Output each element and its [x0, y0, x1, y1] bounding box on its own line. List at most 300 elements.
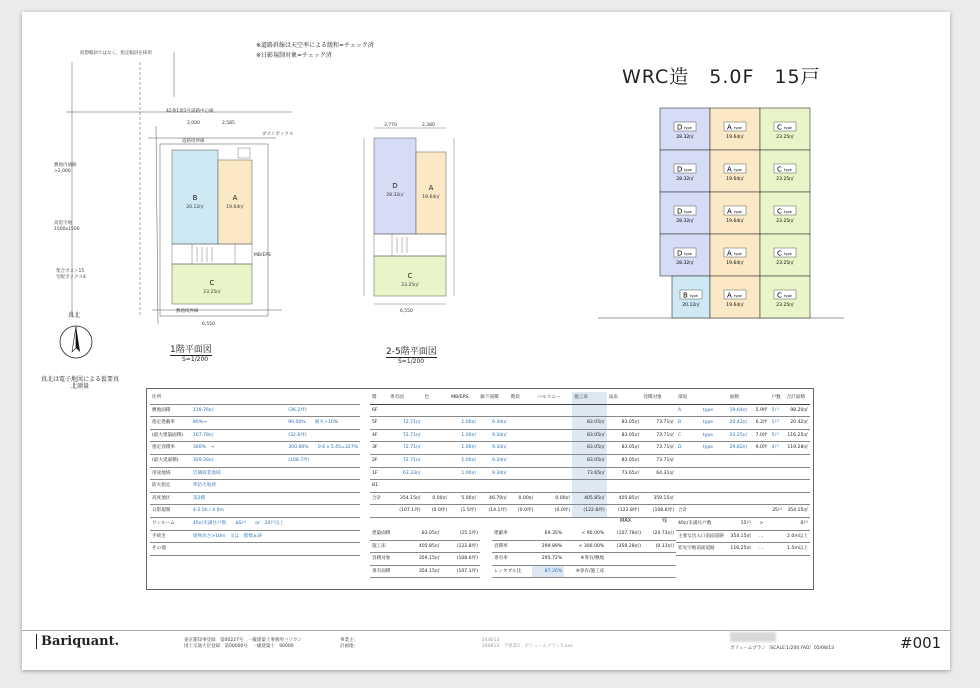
unit-type-suffix: type: [684, 210, 692, 214]
document-sheet: [22, 12, 950, 670]
table-row: [370, 404, 676, 417]
table-cell: [701, 492, 728, 505]
table-cell: (24.73㎡): [643, 528, 676, 540]
unit-area-label: 19.64㎡: [726, 177, 744, 182]
table-cell: 72.71㎡: [388, 442, 423, 455]
unit-type-label: A: [428, 184, 434, 192]
table-cell: [449, 404, 478, 417]
table-cell: 19.64㎡: [728, 404, 753, 417]
table-cell: 83.05㎡: [572, 429, 607, 442]
table-row: [492, 540, 676, 553]
row-label: 用途地域: [150, 467, 191, 480]
table-cell: 施工床: [370, 540, 404, 553]
table-cell: [423, 417, 450, 430]
table-cell: 299.89%: [532, 540, 564, 553]
table-cell: 73.71㎡: [641, 454, 676, 467]
table-row: [150, 543, 360, 556]
unit-type-suffix: type: [734, 294, 742, 298]
table-cell: 6F: [370, 404, 388, 417]
table-cell: 405.85㎡: [404, 540, 441, 553]
dimension-text: 6,550: [202, 322, 215, 327]
table-cell: [509, 442, 536, 455]
column-header: 階: [370, 392, 388, 404]
floor-area-table: [370, 392, 676, 518]
table-cell: [478, 480, 509, 493]
annotation-text: 高窓空地: [54, 221, 72, 226]
table-cell: 72.71㎡: [388, 429, 423, 442]
table-cell: [509, 480, 536, 493]
table-header-row: [370, 392, 676, 404]
table-cell: 72.71㎡: [388, 454, 423, 467]
unit-type-suffix: type: [784, 252, 792, 256]
table-cell: 9.0坪: [753, 442, 769, 455]
table-row: [370, 467, 676, 480]
table-cell: 29.82㎡: [728, 442, 753, 455]
table-cell: [701, 467, 728, 480]
table-row: [676, 429, 810, 442]
table-cell: D: [676, 442, 701, 455]
table-cell: (122.8坪): [572, 505, 607, 518]
table-cell: レンタブル比: [492, 565, 532, 578]
table-cell: 354.15㎡: [404, 565, 441, 578]
table-cell: (25.1坪): [441, 528, 480, 540]
unit-type-label: D: [677, 123, 683, 132]
table-cell: 119.28㎡: [784, 442, 810, 455]
table-cell: 9.34㎡: [478, 417, 509, 430]
table-cell: [535, 429, 572, 442]
unit-type-label: D: [392, 182, 398, 190]
table-cell: [423, 442, 450, 455]
table-cell: 専有面積: [370, 565, 404, 578]
company-logo: Bariquant.: [36, 634, 119, 649]
unit-type-label: B: [192, 194, 198, 202]
unit-area-label: 23.25㎡: [776, 219, 794, 224]
table-cell: [770, 454, 785, 467]
unit-area-label: 19.64㎡: [726, 303, 744, 308]
row-label: (最大建築面積): [150, 429, 191, 442]
table-cell: 359.15㎡: [641, 492, 676, 505]
table-cell: …: [753, 543, 769, 556]
table-cell: [606, 565, 643, 578]
table-cell: 5戸: [770, 404, 785, 417]
table-row: [370, 528, 480, 540]
row-label: 窓先空地前面道路: [676, 543, 728, 556]
unit-area-label: 20.12㎡: [682, 303, 700, 308]
table-row: [370, 417, 676, 430]
row-value: 80%→: [191, 417, 286, 430]
table-cell: C: [676, 429, 701, 442]
table-cell: 0.00㎡: [423, 492, 450, 505]
table-row: [370, 492, 676, 505]
table-cell: 83.05㎡: [404, 528, 441, 540]
unit-area-label: 28.32㎡: [676, 261, 694, 266]
compass-label: 真北: [68, 312, 81, 319]
table-cell: 69.35%: [532, 528, 564, 540]
note-line-1: ※道路斜線は天空率による緩和=チェック済: [256, 42, 374, 49]
table-cell: 354.15㎡: [728, 530, 753, 543]
table-row-empty: [676, 492, 810, 505]
unit-area-label: 23.25㎡: [776, 177, 794, 182]
table-cell: 0.00㎡: [535, 492, 572, 505]
table-cell: 64.31㎡: [641, 467, 676, 480]
table-cell: (0.13㎡): [643, 540, 676, 553]
table-cell: 20.42㎡: [784, 417, 810, 430]
remaining-label: 残: [662, 518, 668, 524]
table-cell: [606, 553, 643, 566]
unit-type-label: A: [727, 165, 732, 174]
table-cell: 5戸: [770, 429, 785, 442]
table-cell: 87.26%: [532, 565, 564, 578]
unit-type-label: C: [777, 165, 782, 174]
table-cell: [770, 480, 785, 493]
table-cell: 83.05㎡: [572, 417, 607, 430]
table-row: [492, 553, 676, 566]
table-cell: (1.5坪): [449, 505, 478, 518]
date-line-1: 24/8/13: [482, 638, 500, 643]
unit-area-label: 28.32㎡: [676, 177, 694, 182]
table-cell: 83.05㎡: [607, 454, 642, 467]
row-note: (32.6坪): [286, 429, 360, 442]
table-row: [150, 429, 360, 442]
table-total-row: [676, 505, 810, 518]
elevation-grid: [660, 108, 810, 318]
table-cell: 0.00㎡: [509, 492, 536, 505]
table-row: [492, 565, 676, 578]
table-cell: 405.85㎡: [607, 492, 642, 505]
table-cell: [728, 480, 753, 493]
unit-a-room: [416, 152, 446, 234]
north-arrow-icon: [58, 324, 94, 360]
table-cell: 405.85㎡: [572, 492, 607, 505]
table-cell: [509, 429, 536, 442]
table-row: [370, 429, 676, 442]
row-label: 主要な出入口前面道路: [676, 530, 728, 543]
unit-area-label: 19.64㎡: [226, 205, 244, 210]
table-cell: [572, 404, 607, 417]
row-value: 4-2.5h / 4.0m: [191, 505, 286, 518]
annotation-text: 道路境界線: [182, 139, 205, 144]
table-cell: 合計: [370, 492, 388, 505]
table-cell: 1.00㎡: [449, 417, 478, 430]
table-cell: [676, 454, 701, 467]
unit-type-label: D: [677, 207, 683, 216]
table-row-empty: [676, 467, 810, 480]
row-label: 住所: [150, 392, 191, 404]
column-header: 部屋: [676, 392, 701, 404]
table-cell: B1: [370, 480, 388, 493]
unit-area-label: 23.25㎡: [203, 290, 221, 295]
table-cell: 15戸: [728, 517, 753, 530]
table-cell: 73.71㎡: [641, 442, 676, 455]
table-cell: < 90.00%: [564, 528, 606, 540]
table-row: [150, 404, 360, 417]
table-row: [370, 442, 676, 455]
drawing-info: ボリュームプラン〔SCALE:1/200 FAD〕05/08/13: [730, 646, 835, 651]
row-value: 359.28㎡: [191, 454, 286, 467]
table-cell: (108.6坪): [441, 553, 480, 566]
table-cell: [728, 492, 753, 505]
unit-type-suffix: type: [734, 168, 742, 172]
table-cell: 6戸: [770, 517, 810, 530]
row-value: 119.76㎡: [191, 404, 286, 417]
registration-line-2: 国土交通大臣登録 第00000号 一級建築士 00000: [184, 644, 294, 649]
table-row: [150, 442, 360, 455]
table-cell: [753, 480, 769, 493]
table-cell: [423, 480, 450, 493]
table-cell: 4F: [370, 429, 388, 442]
row-label: (最大延面積): [150, 454, 191, 467]
unit-type-suffix: type: [734, 252, 742, 256]
table-row: [676, 442, 810, 455]
table-cell: (359.28㎡): [606, 540, 643, 553]
unit-area-label: 23.25㎡: [776, 135, 794, 140]
table-cell: [676, 467, 701, 480]
plan1-title: 1階平面図: [170, 342, 212, 356]
table-cell: [770, 467, 785, 480]
table-cell: 5F: [370, 417, 388, 430]
table-row-empty: [676, 480, 810, 493]
annotation-text: 宅配ボックス4: [56, 275, 86, 280]
table-cell: 9.34㎡: [478, 467, 509, 480]
table-cell: 専有率: [492, 553, 532, 566]
table-cell: 容積対象: [370, 553, 404, 566]
column-header: 合計面積: [784, 392, 810, 404]
table-cell: [572, 480, 607, 493]
table-row: [150, 392, 360, 404]
table-row: [370, 505, 676, 518]
row-value: 300% →: [191, 442, 286, 455]
summary-left-table: [370, 528, 480, 578]
annotation-text: 敷地境界線: [176, 309, 199, 314]
table-cell: [607, 480, 642, 493]
plan2-title: 2-5階平面図: [386, 344, 437, 358]
table-cell: [388, 480, 423, 493]
table-cell: 46.70㎡: [478, 492, 509, 505]
unit-type-label: C: [777, 249, 782, 258]
unit-area-label: 28.32㎡: [676, 219, 694, 224]
row-value: 107.78㎡: [191, 429, 286, 442]
unit-a-room: [218, 160, 252, 244]
dimension-text: 3,770: [384, 123, 397, 128]
unit-type-label: D: [677, 249, 683, 258]
column-header: 容積対象: [641, 392, 676, 404]
redacted-block: [730, 632, 776, 642]
dimension-text: 6,550: [400, 309, 413, 314]
annotation-text: 1500x1500: [54, 227, 80, 232]
column-header: 階段: [509, 392, 536, 404]
table-cell: [509, 404, 536, 417]
unit-type-label: D: [677, 165, 683, 174]
table-cell: 83.05㎡: [607, 417, 642, 430]
table-cell: 9.34㎡: [478, 429, 509, 442]
registration-line-1: 東京都知事登録 第00227号 一級建築士事務所バリカン: [184, 638, 302, 643]
plan2-scale: S=1/200: [398, 358, 425, 365]
row-note: [286, 517, 360, 530]
unit-area-label: 19.64㎡: [726, 135, 744, 140]
table-cell: (14.1坪): [478, 505, 509, 518]
row-value: 近隣商業地域: [191, 467, 286, 480]
table-cell: 116.25㎡: [728, 543, 753, 556]
row-label: 40㎡未満住戸数: [676, 517, 728, 530]
unit-type-suffix: type: [784, 168, 792, 172]
table-cell: [641, 480, 676, 493]
unit-area-label: 28.32㎡: [386, 193, 404, 198]
footer-divider: [22, 630, 950, 631]
unit-area-label: 23.25㎡: [401, 283, 419, 288]
table-row: [676, 530, 810, 543]
floor-plan-1f: [52, 42, 302, 332]
row-label: ワンルーム: [150, 517, 191, 530]
row-label: 防火指定: [150, 480, 191, 493]
table-cell: 1.00㎡: [449, 454, 478, 467]
table-cell: 116.25㎡: [784, 429, 810, 442]
row-label: 敷地面積: [150, 404, 191, 417]
table-cell: [641, 404, 676, 417]
dimension-text: 2,000: [187, 121, 200, 126]
table-cell: [753, 492, 769, 505]
table-row: [150, 530, 360, 543]
unit-area-label: 19.64㎡: [726, 219, 744, 224]
table-cell: [784, 467, 810, 480]
table-cell: >: [753, 517, 769, 530]
unit-type-label: A: [727, 123, 732, 132]
table-cell: 98.20㎡: [784, 404, 810, 417]
table-cell: 9.34㎡: [478, 454, 509, 467]
table-cell: [728, 454, 753, 467]
column-header: MB/EPS: [449, 392, 478, 404]
table-cell: [676, 492, 701, 505]
column-header: 専有面: [388, 392, 423, 404]
table-cell: ※専有/施工床: [564, 565, 606, 578]
row-value: 第2種: [191, 492, 286, 505]
table-cell: (0.0坪): [535, 505, 572, 518]
row-note: [286, 480, 360, 493]
table-cell: [509, 454, 536, 467]
table-row: [150, 467, 360, 480]
table-cell: [423, 467, 450, 480]
table-cell: [535, 442, 572, 455]
table-cell: 295.72%: [532, 553, 564, 566]
table-cell: 83.05㎡: [607, 429, 642, 442]
compass-note: 真北は電子地図による仮要真北測量: [40, 376, 119, 390]
row-label: 指定容積率: [150, 442, 191, 455]
annotation-text: 仮想幅員ではなく、指定幅員を採用: [80, 51, 152, 56]
table-cell: 1.00㎡: [449, 442, 478, 455]
row-label: 手続き: [150, 530, 191, 543]
annotation-text: 敷地内通路: [54, 163, 77, 168]
table-cell: 1F: [370, 467, 388, 480]
table-cell: [643, 565, 676, 578]
table-cell: [535, 417, 572, 430]
unit-area-label: 19.64㎡: [422, 195, 440, 200]
annotation-text: MB/EPS: [254, 253, 271, 258]
max-label: MAX: [620, 518, 632, 524]
table-cell: 83.05㎡: [607, 442, 642, 455]
table-cell: [753, 454, 769, 467]
table-row: [150, 480, 360, 493]
table-cell: 83.05㎡: [572, 454, 607, 467]
annotation-text: ダストボックス: [262, 132, 294, 137]
table-cell: (108.6坪): [641, 505, 676, 518]
annotation-text: >2,000: [54, 169, 71, 174]
table-row: [370, 480, 676, 493]
table-row: [676, 417, 810, 430]
table-cell: [607, 404, 642, 417]
table-cell: (0.0坪): [423, 505, 450, 518]
table-cell: 83.05㎡: [572, 442, 607, 455]
sheet-number: #001: [900, 634, 942, 652]
row-note: [286, 505, 360, 518]
table-cell: (122.8坪): [441, 540, 480, 553]
unit-area-label: 20.12㎡: [186, 205, 204, 210]
table-cell: < 300.00%: [564, 540, 606, 553]
table-cell: …: [753, 530, 769, 543]
unit-type-suffix: type: [684, 168, 692, 172]
table-cell: [784, 480, 810, 493]
table-row: [150, 417, 360, 430]
client-field-label: 事業主:: [340, 638, 356, 643]
table-cell: 20.42㎡: [728, 417, 753, 430]
unit-type-suffix: type: [784, 210, 792, 214]
column-header: 法床: [607, 392, 642, 404]
table-row: [370, 553, 480, 566]
floor-plan-2-5f: [350, 118, 460, 318]
row-value: 準防火地域: [191, 480, 286, 493]
unit-area-label: 23.25㎡: [776, 261, 794, 266]
row-note: (108.7坪): [286, 454, 360, 467]
table-cell: 5.9坪: [753, 404, 769, 417]
table-cell: (122.8坪): [607, 505, 642, 518]
table-cell: [509, 467, 536, 480]
table-cell: [676, 480, 701, 493]
table-cell: (107.1坪): [441, 565, 480, 578]
table-cell: [509, 417, 536, 430]
row-value: [191, 543, 286, 556]
table-cell: A: [676, 404, 701, 417]
row-note: 90.00% 耐火+10%: [286, 417, 360, 430]
table-cell: [701, 480, 728, 493]
unit-area-label: 23.25㎡: [776, 303, 794, 308]
table-row: [676, 404, 810, 417]
table-cell: [728, 467, 753, 480]
table-cell: type: [701, 429, 728, 442]
table-cell: [423, 454, 450, 467]
column-header: 廊下面積: [478, 392, 509, 404]
table-cell: 73.71㎡: [641, 417, 676, 430]
table-cell: 9.34㎡: [478, 442, 509, 455]
total-label: 合計: [676, 505, 770, 518]
row-note: [286, 492, 360, 505]
unit-type-label: C: [407, 272, 413, 280]
table-cell: [388, 404, 423, 417]
page-title: WRC造 5.0F 15戸: [622, 66, 821, 88]
site-conditions-table: [150, 392, 360, 556]
table-cell: [535, 467, 572, 480]
table-header-row: [676, 392, 810, 404]
unit-type-label: B: [683, 291, 688, 300]
site-field-label: 計画地:: [340, 644, 356, 649]
summary-mid-table: [492, 528, 676, 578]
annotation-text: 集合ポスト15: [56, 269, 85, 274]
unit-type-label: A: [727, 249, 732, 258]
table-cell: [643, 553, 676, 566]
table-cell: (0.0坪): [509, 505, 536, 518]
unit-type-label: C: [209, 279, 215, 287]
unit-area-label: 28.32㎡: [676, 135, 694, 140]
road-label: 42条1項1号道路中心線: [166, 109, 214, 114]
row-label: 指定建蔽率: [150, 417, 191, 430]
table-cell: 2.0m以上: [770, 530, 810, 543]
